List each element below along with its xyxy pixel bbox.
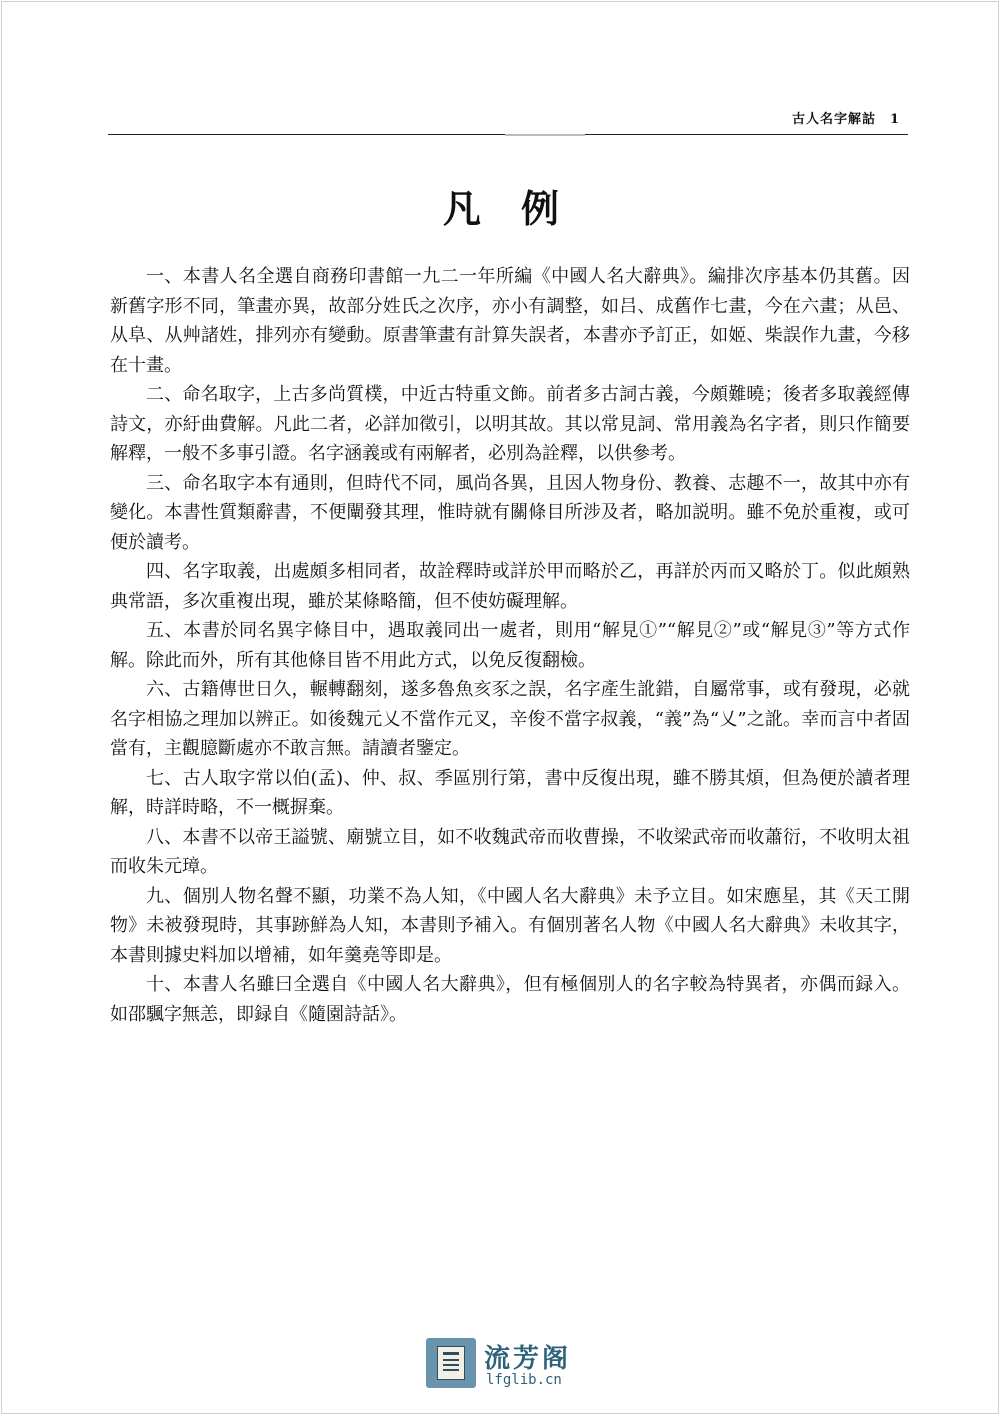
watermark-name: 流芳阁 xyxy=(484,1344,572,1374)
paragraph-6: 六、古籍傳世日久，輾轉翻刻，遂多魯魚亥豕之誤，名字產生訛錯，自屬常事，或有發現，必就名字相協之理加以辨正。如後魏元乂不當作元叉，辛俊不當字叔義，“義”為“乂”之訛。幸而言中者固當有，主觀臆斷處亦不敢言無。請讀者鑒定。 xyxy=(110,679,910,759)
paragraph-3: 三、命名取字本有通則，但時代不同，風尚各異，且因人物身份、教養、志趣不一，故其中亦有變化。本書性質類辭書，不便闡發其理，惟時就有關條目所涉及者，略加説明。雖不免於重複，或可便於讀考。 xyxy=(110,472,910,553)
running-header xyxy=(108,104,908,135)
paragraph-4: 四、名字取義，出處頗多相同者，故詮釋時或詳於甲而略於乙，再詳於丙而又略於丁。似此頗熟典常語，多次重複出現，雖於某條略簡，但不使妨礙理解。 xyxy=(110,561,910,612)
watermark-url: lfglib.cn xyxy=(486,1372,562,1388)
paragraph-9: 九、個別人物名聲不顯，功業不為人知，《中國人名大辭典》未予立目。如宋應星，其《天工開物》未被發現時，其事跡鮮為人知，本書則予補入。有個別著名人物《中國人名大辭典》未收其字，本書則據史料加以增補，如年羹堯等即是。 xyxy=(110,885,910,966)
paragraph-7: 七、古人取字常以伯(孟)、仲、叔、季區別行第，書中反復出現，雖不勝其煩，但為便於讀者理解，時詳時略，不一概摒棄。 xyxy=(110,767,910,818)
paragraph-2: 二、命名取字，上古多尚質樸，中近古特重文飾。前者多古詞古義，今頗難曉；後者多取義經傳詩文，亦紆曲費解。凡此二者，必詳加徵引，以明其故。其以常見詞、常用義為名字者，則只作簡要解釋，一般不多事引證。名字涵義或有兩解者，必別為詮釋，以供參考。 xyxy=(110,384,910,464)
paragraph-1: 一、本書人名全選自商務印書館一九二一年所編《中國人名大辭典》。編排次序基本仍其舊。因新舊字形不同，筆畫亦異，故部分姓氏之次序，亦小有調整，如吕、成舊作七畫，今在六畫；从邑、从阜、从艸諸姓，排列亦有變動。原書筆畫有計算失誤者，本書亦予訂正，如姬、柴誤作九畫，今移在十畫。 xyxy=(110,266,910,376)
watermark xyxy=(426,1338,586,1394)
header-page-number: 1 xyxy=(889,112,900,127)
page-title: 凡例 xyxy=(442,186,599,231)
paragraph-10: 十、本書人名雖曰全選自《中國人名大辭典》，但有極個別人的名字較為特異者，亦偶而録入。如邵颿字無恙，即録自《隨園詩話》。 xyxy=(110,974,910,1025)
book-shape xyxy=(437,1346,465,1380)
paragraph-8: 八、本書不以帝王謚號、廟號立目，如不收魏武帝而收曹操，不收梁武帝而收蕭衍，不收明太祖而收朱元璋。 xyxy=(110,826,910,877)
header-book-title: 古人名字解詁 xyxy=(791,112,876,127)
body-text xyxy=(110,262,910,1029)
paragraph-5: 五、本書於同名異字條目中，遇取義同出一處者，則用“解見①”“解見②”或“解見③”等方式作解。除此而外，所有其他條目皆不用此方式，以免反復翻檢。 xyxy=(110,620,910,671)
header-text xyxy=(792,108,900,127)
book-logo-icon xyxy=(426,1338,476,1388)
scan-mark xyxy=(505,134,585,136)
